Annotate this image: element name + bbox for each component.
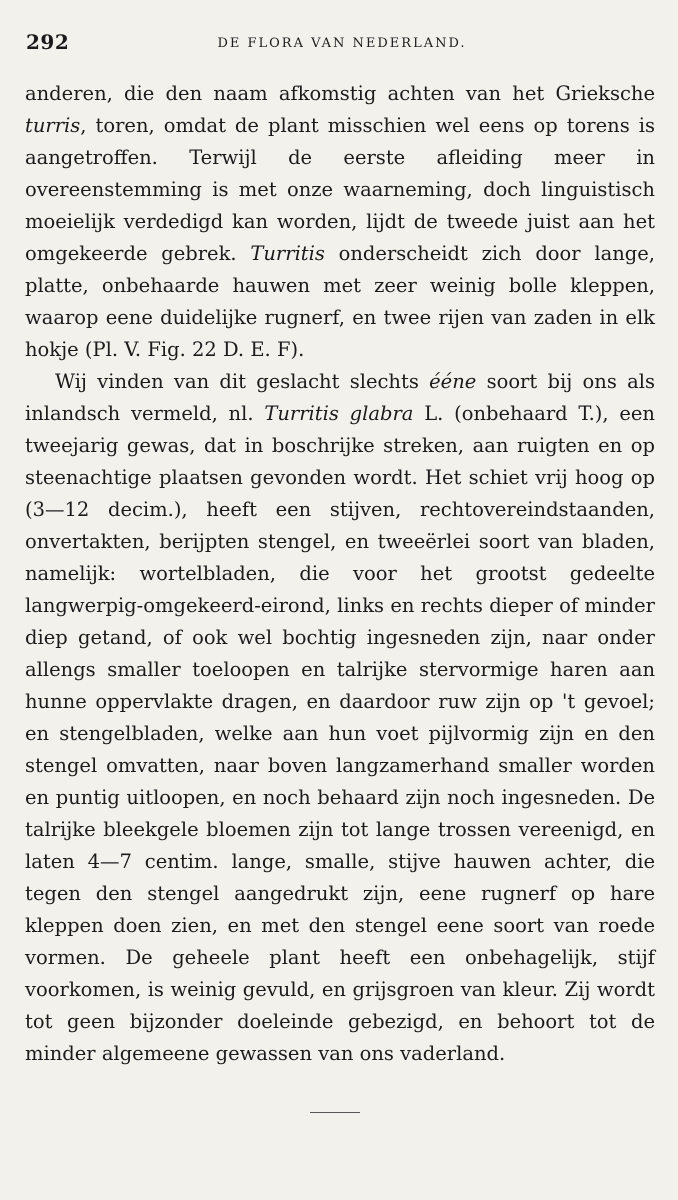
italic-term: ééne — [429, 370, 477, 393]
italic-term: Turritis glabra — [264, 402, 414, 425]
text-segment: L. (onbehaard T.), een tweejarig gewas, dat in boschrijke streken, aan ruigten en op steenachtige plaatsen gevonden wordt. Het schiet vrij hoog op (3—12 decim.), heeft een stijven, rechtovereindstaanden, onvertakten, berijpten stengel, en tweeërlei soort van bladen, namelijk: wortelbladen, die voor het grootst gedeelte langwerpig-omgekeerd-eirond, links en rechts dieper of minder diep getand, of ook wel bochtig ingesneden zijn, naar onder allengs smaller toeloopen en talrijke stervormige haren aan hunne oppervlakte dragen, en daardoor ruw zijn op 't gevoel; en stengelbladen, welke aan hun voet pijlvormig zijn en den stengel omvatten, naar boven langzamerhand smaller worden en puntig uitloopen, en noch behaard zijn noch ingesneden. De talrijke bleekgele bloemen zijn tot lange trossen vereenigd, en laten 4—7 centim. lange, smalle, stijve hauwen achter, die tegen den stengel aangedrukt zijn, eene rugnerf op hare kleppen doen zien, en met den stengel eene soort van roede vormen. De geheele plant heeft een onbehagelijk, stijf voorkomen, is weinig gevuld, en grijsgroen van kleur. Zij wordt tot geen bijzonder doeleinde gebezigd, en behoort tot de minder algemeene gewassen van ons vaderland. — [25, 402, 655, 1065]
page-number: 292 — [26, 30, 70, 54]
end-rule — [310, 1112, 360, 1113]
text-segment: anderen, die den naam afkomstig achten van het Grieksche — [25, 82, 655, 105]
paragraph — [25, 78, 655, 366]
text-segment: Wij vinden van dit geslacht slechts — [55, 370, 430, 393]
running-head: DE FLORA VAN NEDERLAND. — [217, 36, 467, 51]
italic-term: turris — [25, 114, 81, 137]
text-segment: , toren, omdat de plant misschien wel eens op torens is aangetroffen. Terwijl de eerste afleiding meer in overeenstemming is met onze waarneming, doch linguistisch moeielijk verdedigd kan worden, lijdt de tweede juist aan het omgekeerde gebrek. — [25, 114, 655, 265]
page-header — [26, 30, 658, 60]
italic-term: Turritis — [250, 242, 325, 265]
text-segment: onderscheidt zich door lange, platte, onbehaarde hauwen met zeer weinig bolle kleppen, waarop eene duidelijke rugnerf, en twee rijen van zaden in elk hokje (Pl. V. Fig. 22 D. E. F). — [25, 242, 655, 361]
paragraph — [25, 366, 655, 1070]
text-segment: soort bij ons als inlandsch vermeld, nl. — [25, 370, 655, 425]
body-text — [25, 78, 655, 1070]
